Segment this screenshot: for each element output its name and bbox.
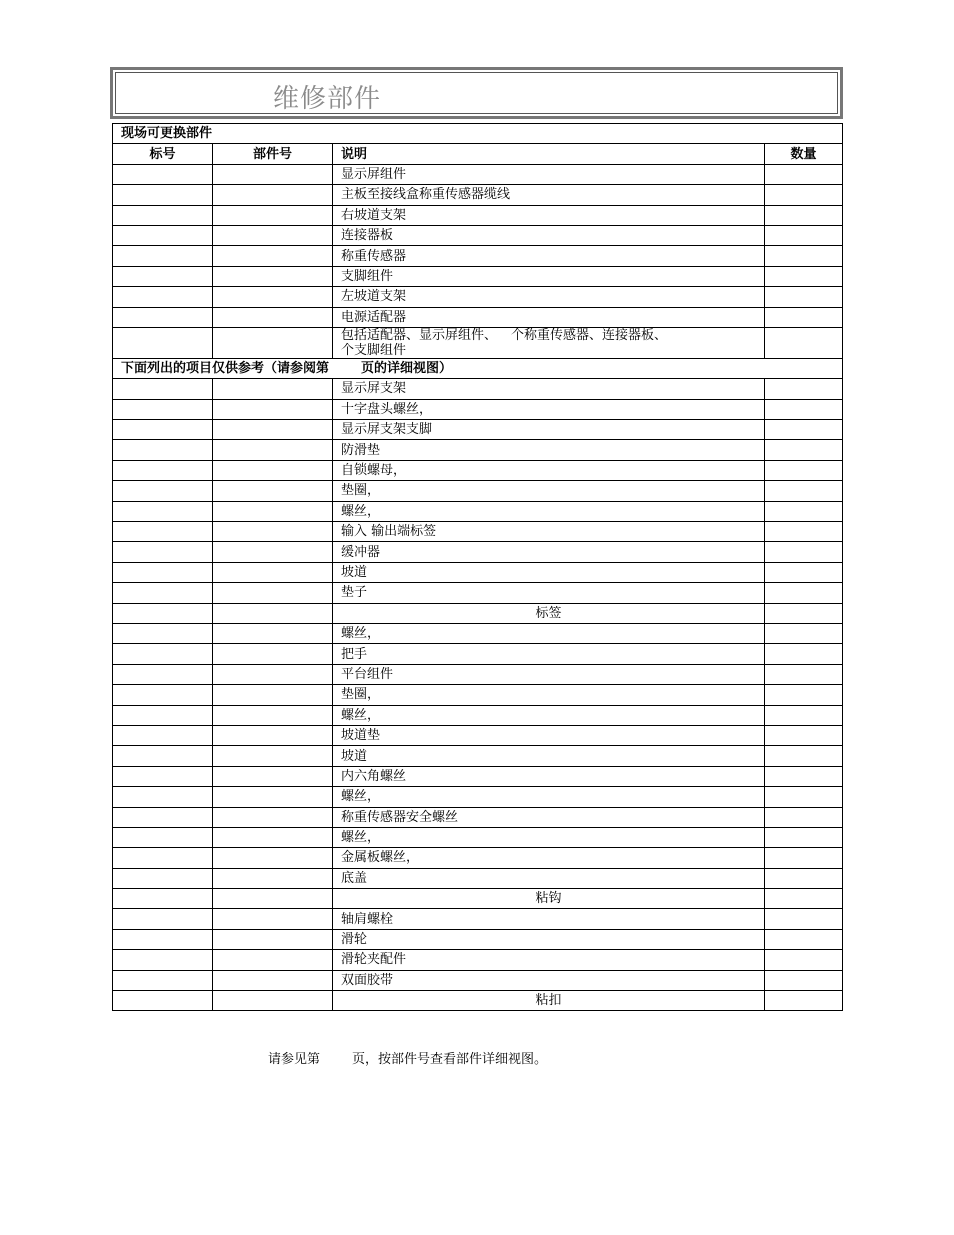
qty-cell xyxy=(765,307,843,327)
table-row xyxy=(113,848,843,868)
description-cell: 防滑垫 xyxy=(333,440,765,460)
column-header-qty: 数量 xyxy=(765,144,843,164)
footer-note-after: 页，按部件号查看部件详细视图。 xyxy=(352,1052,548,1067)
part-no-cell xyxy=(213,246,333,266)
part-no-cell xyxy=(213,583,333,603)
table-row xyxy=(113,929,843,949)
qty-cell xyxy=(765,246,843,266)
number-cell xyxy=(113,583,213,603)
table-row xyxy=(113,603,843,623)
table-row xyxy=(113,664,843,684)
part-no-cell xyxy=(213,522,333,542)
description-cell: 主板至接线盒称重传感器缆线 xyxy=(333,185,765,205)
qty-cell xyxy=(765,440,843,460)
number-cell xyxy=(113,787,213,807)
qty-cell xyxy=(765,623,843,643)
part-no-cell xyxy=(213,766,333,786)
qty-cell xyxy=(765,848,843,868)
number-cell xyxy=(113,868,213,888)
number-cell xyxy=(113,950,213,970)
part-no-cell xyxy=(213,399,333,419)
number-cell xyxy=(113,807,213,827)
qty-cell xyxy=(765,970,843,990)
column-header-description: 说明 xyxy=(333,144,765,164)
number-cell xyxy=(113,889,213,909)
table-row xyxy=(113,246,843,266)
qty-cell xyxy=(765,929,843,949)
description-cell: 坡道 xyxy=(333,746,765,766)
table-row xyxy=(113,889,843,909)
description-cell: 十字盘头螺丝， xyxy=(333,399,765,419)
description-cell: 标签 xyxy=(333,603,765,623)
part-no-cell xyxy=(213,562,333,582)
section2-after: 页的详细视图） xyxy=(361,361,453,377)
part-no-cell xyxy=(213,266,333,286)
qty-cell xyxy=(765,746,843,766)
part-no-cell xyxy=(213,440,333,460)
description-cell xyxy=(333,327,765,358)
number-cell xyxy=(113,164,213,184)
qty-cell xyxy=(765,287,843,307)
table-row xyxy=(113,562,843,582)
description-cell: 粘扣 xyxy=(333,991,765,1011)
table-row xyxy=(113,827,843,847)
number-cell xyxy=(113,379,213,399)
part-no-cell xyxy=(213,909,333,929)
description-cell: 螺丝， xyxy=(333,623,765,643)
table-row xyxy=(113,399,843,419)
description-cell: 左坡道支架 xyxy=(333,287,765,307)
number-cell xyxy=(113,287,213,307)
description-cell: 坡道 xyxy=(333,562,765,582)
description-cell: 双面胶带 xyxy=(333,970,765,990)
description-cell: 显示屏组件 xyxy=(333,164,765,184)
number-cell xyxy=(113,246,213,266)
description-cell: 连接器板 xyxy=(333,225,765,245)
part-no-cell xyxy=(213,950,333,970)
description-cell: 底盖 xyxy=(333,868,765,888)
qty-cell xyxy=(765,164,843,184)
number-cell xyxy=(113,664,213,684)
description-cell: 内六角螺丝 xyxy=(333,766,765,786)
number-cell xyxy=(113,827,213,847)
number-cell xyxy=(113,929,213,949)
description-cell: 滑轮 xyxy=(333,929,765,949)
part-no-cell xyxy=(213,827,333,847)
part-no-cell xyxy=(213,164,333,184)
number-cell xyxy=(113,420,213,440)
qty-cell xyxy=(765,420,843,440)
parts-table-body xyxy=(113,124,843,1011)
qty-cell xyxy=(765,889,843,909)
table-row xyxy=(113,420,843,440)
title-box xyxy=(110,67,843,119)
number-cell xyxy=(113,460,213,480)
qty-cell xyxy=(765,685,843,705)
qty-cell xyxy=(765,664,843,684)
part-no-cell xyxy=(213,501,333,521)
qty-cell xyxy=(765,766,843,786)
description-cell: 滑轮夹配件 xyxy=(333,950,765,970)
description-cell: 称重传感器 xyxy=(333,246,765,266)
column-header-number: 标号 xyxy=(113,144,213,164)
column-header-row xyxy=(113,144,843,164)
description-cell: 称重传感器安全螺丝 xyxy=(333,807,765,827)
qty-cell xyxy=(765,583,843,603)
table-row xyxy=(113,287,843,307)
part-no-cell xyxy=(213,379,333,399)
table-row xyxy=(113,991,843,1011)
description-cell: 显示屏支架支脚 xyxy=(333,420,765,440)
description-cell: 缓冲器 xyxy=(333,542,765,562)
table-row xyxy=(113,725,843,745)
qty-cell xyxy=(765,725,843,745)
qty-cell xyxy=(765,562,843,582)
part-no-cell xyxy=(213,287,333,307)
qty-cell xyxy=(765,185,843,205)
qty-cell xyxy=(765,950,843,970)
qty-cell xyxy=(765,644,843,664)
description-cell: 自锁螺母， xyxy=(333,460,765,480)
qty-cell xyxy=(765,909,843,929)
description-cell: 输入 输出端标签 xyxy=(333,522,765,542)
number-cell xyxy=(113,327,213,358)
page-title: 维修部件 xyxy=(273,84,382,114)
part-no-cell xyxy=(213,307,333,327)
part-no-cell xyxy=(213,603,333,623)
section2-before: 下面列出的项目仅供参考（请参阅第 xyxy=(121,361,330,377)
part-no-cell xyxy=(213,185,333,205)
part-no-cell xyxy=(213,664,333,684)
description-cell: 电源适配器 xyxy=(333,307,765,327)
description-cell: 垫子 xyxy=(333,583,765,603)
table-row xyxy=(113,205,843,225)
qty-cell xyxy=(765,205,843,225)
description-cell: 粘钩 xyxy=(333,889,765,909)
part-no-cell xyxy=(213,225,333,245)
part-no-cell xyxy=(213,205,333,225)
table-row xyxy=(113,542,843,562)
description-cell: 支脚组件 xyxy=(333,266,765,286)
table-row xyxy=(113,164,843,184)
number-cell xyxy=(113,562,213,582)
part-no-cell xyxy=(213,787,333,807)
part-no-cell xyxy=(213,685,333,705)
qty-cell xyxy=(765,399,843,419)
number-cell xyxy=(113,909,213,929)
table-row xyxy=(113,970,843,990)
qty-cell xyxy=(765,522,843,542)
description-cell: 垫圈， xyxy=(333,685,765,705)
part-no-cell xyxy=(213,623,333,643)
qty-cell xyxy=(765,787,843,807)
number-cell xyxy=(113,705,213,725)
part-no-cell xyxy=(213,327,333,358)
table-row xyxy=(113,440,843,460)
number-cell xyxy=(113,848,213,868)
kit-line1-b: 个称重传感器、连接器板、 xyxy=(511,327,668,343)
footer-note xyxy=(268,1048,547,1067)
part-no-cell xyxy=(213,725,333,745)
qty-cell xyxy=(765,481,843,501)
table-row xyxy=(113,583,843,603)
table-row xyxy=(113,460,843,480)
table-row xyxy=(113,522,843,542)
description-cell: 把手 xyxy=(333,644,765,664)
qty-cell xyxy=(765,603,843,623)
description-cell: 螺丝， xyxy=(333,705,765,725)
part-no-cell xyxy=(213,746,333,766)
description-cell: 轴肩螺栓 xyxy=(333,909,765,929)
number-cell xyxy=(113,644,213,664)
qty-cell xyxy=(765,225,843,245)
qty-cell xyxy=(765,327,843,358)
table-row xyxy=(113,746,843,766)
number-cell xyxy=(113,399,213,419)
qty-cell xyxy=(765,379,843,399)
part-no-cell xyxy=(213,991,333,1011)
qty-cell xyxy=(765,542,843,562)
part-no-cell xyxy=(213,644,333,664)
description-cell: 垫圈， xyxy=(333,481,765,501)
qty-cell xyxy=(765,705,843,725)
table-row xyxy=(113,909,843,929)
table-row xyxy=(113,644,843,664)
table-row xyxy=(113,787,843,807)
number-cell xyxy=(113,307,213,327)
kit-line1-a: 包括适配器、显示屏组件、 xyxy=(341,327,498,343)
table-row xyxy=(113,623,843,643)
part-no-cell xyxy=(213,868,333,888)
section-header-reference-parts xyxy=(113,358,843,378)
number-cell xyxy=(113,501,213,521)
description-cell: 右坡道支架 xyxy=(333,205,765,225)
qty-cell xyxy=(765,460,843,480)
number-cell xyxy=(113,266,213,286)
number-cell xyxy=(113,766,213,786)
number-cell xyxy=(113,685,213,705)
table-row-kit xyxy=(113,327,843,358)
part-no-cell xyxy=(213,481,333,501)
title-box-inner xyxy=(115,72,838,114)
table-row xyxy=(113,766,843,786)
qty-cell xyxy=(765,868,843,888)
number-cell xyxy=(113,603,213,623)
part-no-cell xyxy=(213,460,333,480)
description-cell: 螺丝， xyxy=(333,787,765,807)
description-cell: 螺丝， xyxy=(333,827,765,847)
description-cell: 平台组件 xyxy=(333,664,765,684)
number-cell xyxy=(113,970,213,990)
qty-cell xyxy=(765,991,843,1011)
number-cell xyxy=(113,440,213,460)
table-row xyxy=(113,807,843,827)
table-row xyxy=(113,185,843,205)
number-cell xyxy=(113,746,213,766)
table-row xyxy=(113,501,843,521)
parts-table xyxy=(112,123,843,1011)
table-row xyxy=(113,481,843,501)
column-header-part-no: 部件号 xyxy=(213,144,333,164)
part-no-cell xyxy=(213,889,333,909)
table-row xyxy=(113,868,843,888)
table-row xyxy=(113,379,843,399)
description-cell: 坡道垫 xyxy=(333,725,765,745)
section-title-reference-parts xyxy=(113,358,843,378)
number-cell xyxy=(113,542,213,562)
qty-cell xyxy=(765,501,843,521)
table-row xyxy=(113,705,843,725)
number-cell xyxy=(113,623,213,643)
part-no-cell xyxy=(213,420,333,440)
number-cell xyxy=(113,185,213,205)
part-no-cell xyxy=(213,807,333,827)
part-no-cell xyxy=(213,848,333,868)
table-row xyxy=(113,266,843,286)
table-row xyxy=(113,225,843,245)
qty-cell xyxy=(765,807,843,827)
table-row xyxy=(113,685,843,705)
qty-cell xyxy=(765,827,843,847)
section-header-field-parts xyxy=(113,124,843,144)
table-row xyxy=(113,950,843,970)
footer-note-before: 请参见第 xyxy=(268,1052,321,1067)
part-no-cell xyxy=(213,542,333,562)
section-title-field-parts: 现场可更换部件 xyxy=(113,124,843,144)
description-cell: 螺丝， xyxy=(333,501,765,521)
number-cell xyxy=(113,522,213,542)
number-cell xyxy=(113,991,213,1011)
part-no-cell xyxy=(213,929,333,949)
number-cell xyxy=(113,481,213,501)
part-no-cell xyxy=(213,705,333,725)
part-no-cell xyxy=(213,970,333,990)
number-cell xyxy=(113,725,213,745)
number-cell xyxy=(113,225,213,245)
kit-line2: 个支脚组件 xyxy=(341,342,407,358)
description-cell: 金属板螺丝， xyxy=(333,848,765,868)
number-cell xyxy=(113,205,213,225)
description-cell: 显示屏支架 xyxy=(333,379,765,399)
table-row xyxy=(113,307,843,327)
qty-cell xyxy=(765,266,843,286)
